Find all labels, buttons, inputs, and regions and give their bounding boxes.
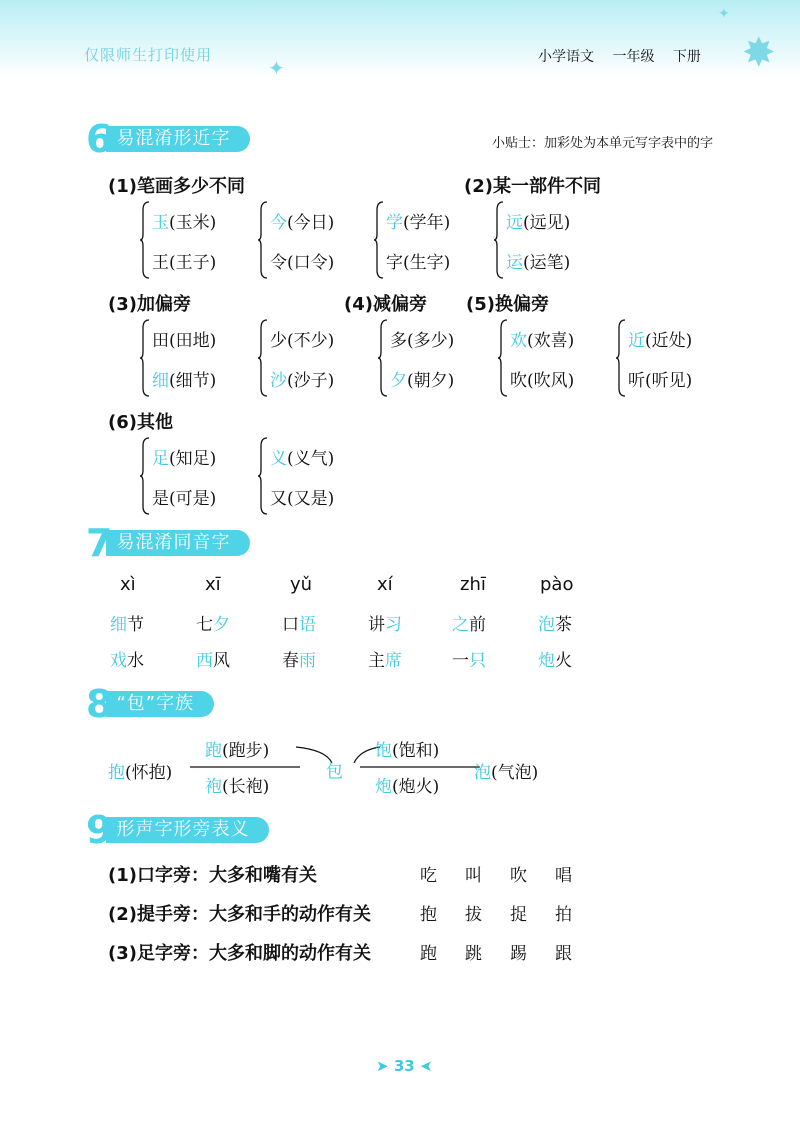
char-pair <box>374 200 450 280</box>
section-8-heading <box>86 682 214 726</box>
char-pair <box>378 318 454 398</box>
star-icon: ✦ <box>718 6 730 22</box>
pair-row: 是(可是) <box>152 488 217 509</box>
radical-chars: 吃 叫 吹 唱 <box>420 866 572 886</box>
pair-row: 多(多少) <box>390 330 455 351</box>
pair-row: 今(今日) <box>270 212 335 233</box>
pinyin: xī <box>205 574 221 595</box>
pair-row: 王(王子) <box>152 252 217 273</box>
family-right: 泡 (气泡) <box>474 763 539 783</box>
section-title: 形声字形旁表义 <box>106 817 269 843</box>
word: 口 语 <box>282 615 316 635</box>
pinyin: xì <box>120 574 136 595</box>
pair-row: 足(知足) <box>152 448 217 469</box>
section-title: 易混淆同音字 <box>106 530 250 556</box>
header-band <box>0 0 800 78</box>
char-pair <box>616 318 692 398</box>
family-bottom-left: 袍 (长袍) <box>205 777 270 797</box>
section-9-heading <box>86 808 269 852</box>
arrow-icon: ➤ <box>376 1057 389 1075</box>
char-pair <box>258 318 334 398</box>
char-pair <box>258 436 334 516</box>
family-left: 抱 (怀抱) <box>108 763 173 783</box>
pinyin: xí <box>377 574 393 595</box>
page-number: ➤ 33 ➤ <box>376 1057 433 1075</box>
section-title: 易混淆形近字 <box>106 126 250 152</box>
section-title: “包”字族 <box>106 691 214 717</box>
word: 一 只 <box>452 651 486 671</box>
pair-row: 细(细节) <box>152 370 217 391</box>
pair-row: 义(义气) <box>270 448 335 469</box>
pair-row: 字(生字) <box>386 252 451 273</box>
pair-row: 令(口令) <box>270 252 335 273</box>
radical-chars: 跑 跳 踢 跟 <box>420 944 572 964</box>
brace-icon <box>140 200 150 280</box>
pair-row: 少(不少) <box>270 330 335 351</box>
word: 春 雨 <box>282 651 316 671</box>
pair-row: 吹(吹风) <box>510 370 575 391</box>
pinyin: yǔ <box>290 574 313 595</box>
word: 主 席 <box>368 651 402 671</box>
brace-icon <box>378 318 388 398</box>
brace-icon <box>258 318 268 398</box>
word: 戏 水 <box>110 651 144 671</box>
subject: 小学语文 <box>538 49 594 65</box>
brace-icon <box>140 436 150 516</box>
subheading: (5)换偏旁 <box>466 294 549 315</box>
pair-row: 玉(玉米) <box>152 212 217 233</box>
star-icon: ✸ <box>742 30 776 76</box>
subheading: (3)加偏旁 <box>108 294 191 315</box>
char-pair <box>258 200 334 280</box>
word: 泡 茶 <box>538 615 572 635</box>
family-top-left: 跑 (跑步) <box>205 741 270 761</box>
family-bottom-right: 炮 (炮火) <box>375 777 440 797</box>
radical-chars: 抱 拔 捉 拍 <box>420 905 572 925</box>
char-pair <box>140 436 216 516</box>
word: 讲 习 <box>368 615 402 635</box>
grade: 一年级 <box>612 49 655 65</box>
pair-row: 田(田地) <box>152 330 217 351</box>
pair-row: 近(近处) <box>628 330 693 351</box>
brace-icon <box>498 318 508 398</box>
pair-row: 夕(朝夕) <box>390 370 455 391</box>
section-7-heading <box>86 521 250 565</box>
subheading: (6)其他 <box>108 412 173 433</box>
pair-row: 又(又是) <box>270 488 335 509</box>
volume: 下册 <box>672 49 701 65</box>
char-pair <box>140 318 216 398</box>
section-number: 6 <box>86 117 113 161</box>
subheading: (4)减偏旁 <box>344 294 427 315</box>
char-pair <box>498 318 574 398</box>
family-top-right: 饱 (饱和) <box>375 741 440 761</box>
word: 炮 火 <box>538 651 572 671</box>
subheading: (2)某一部件不同 <box>464 176 601 197</box>
brace-icon <box>258 200 268 280</box>
pair-row: 沙(沙子) <box>270 370 335 391</box>
section-number: 7 <box>86 521 113 565</box>
radical-line-label: (1)口字旁：大多和嘴有关 <box>108 865 317 886</box>
radical-line-label: (2)提手旁：大多和手的动作有关 <box>108 904 371 925</box>
char-pair <box>494 200 570 280</box>
brace-icon <box>616 318 626 398</box>
radical-line-label: (3)足字旁：大多和脚的动作有关 <box>108 943 371 964</box>
pair-row: 欢(欢喜) <box>510 330 575 351</box>
section-number: 8 <box>86 682 113 726</box>
word: 细 节 <box>110 615 144 635</box>
star-icon: ✦ <box>268 56 285 80</box>
section-number: 9 <box>86 808 113 852</box>
word: 西 风 <box>196 651 230 671</box>
brace-icon <box>374 200 384 280</box>
pair-row: 学(学年) <box>386 212 451 233</box>
pair-row: 听(听见) <box>628 370 693 391</box>
family-center: 包 <box>326 762 343 782</box>
word: 七 夕 <box>196 615 230 635</box>
arrow-icon: ➤ <box>419 1057 433 1075</box>
tip-note: 小贴士：加彩处为本单元写字表中的字 <box>492 136 714 151</box>
pinyin: zhī <box>460 574 486 595</box>
char-pair <box>140 200 216 280</box>
pinyin: pào <box>540 574 574 595</box>
print-note: 仅限师生打印使用 <box>84 46 213 64</box>
subheading: (1)笔画多少不同 <box>108 176 245 197</box>
brace-icon <box>494 200 504 280</box>
brace-icon <box>140 318 150 398</box>
pair-row: 远(远见) <box>506 212 571 233</box>
brace-icon <box>258 436 268 516</box>
pair-row: 运(运笔) <box>506 252 571 273</box>
section-6-heading <box>86 117 250 161</box>
word: 之 前 <box>452 615 486 635</box>
book-info <box>538 46 715 66</box>
